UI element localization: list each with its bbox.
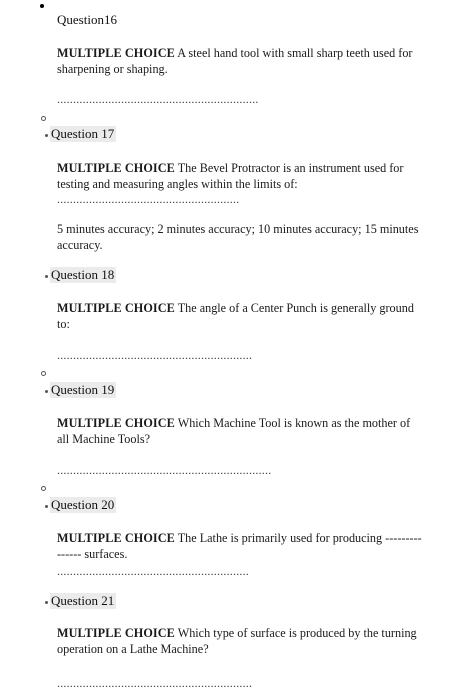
list-bullet	[45, 601, 48, 604]
question-17-text	[57, 161, 422, 192]
list-bullet	[40, 4, 44, 8]
question-20-heading: Question 20	[51, 497, 115, 512]
question-18-answer-line[interactable]: .............................................................	[57, 350, 253, 360]
question-type-label: MULTIPLE CHOICE	[57, 46, 175, 60]
question-type-label: MULTIPLE CHOICE	[57, 416, 175, 430]
question-18-text	[57, 301, 422, 332]
question-16-answer-line[interactable]: ...............................................................	[57, 94, 259, 104]
question-16-body: A steel hand tool with small sharp teeth used for sharpening or shaping.	[57, 46, 413, 76]
question-19-text	[57, 416, 422, 447]
question-21-heading: Question 21	[51, 593, 115, 608]
question-21-answer-line[interactable]: .............................................................	[57, 678, 253, 688]
question-16-text	[57, 46, 422, 77]
question-21-text	[57, 626, 422, 657]
list-bullet	[45, 505, 48, 508]
question-17-options: 5 minutes accuracy; 2 minutes accuracy; 10 minutes accuracy; 15 minutes accuracy.	[57, 222, 419, 252]
question-19-body: Which Machine Tool is known as the mother of all Machine Tools?	[57, 416, 411, 446]
empty-list-marker	[41, 486, 46, 491]
empty-list-marker	[41, 371, 46, 376]
question-19-heading: Question 19	[51, 382, 115, 397]
question-16-heading: Question16	[57, 12, 117, 27]
empty-list-marker	[41, 116, 46, 121]
list-bullet	[45, 275, 48, 278]
question-17-heading: Question 17	[51, 126, 115, 141]
question-18-body: The angle of a Center Punch is generally ground to:	[57, 301, 414, 331]
question-17-body: The Bevel Protractor is an instrument used for testing and measuring angles within the limits of:	[57, 161, 404, 191]
question-20-answer-line[interactable]: ............................................................	[57, 566, 249, 576]
question-20-text	[57, 531, 422, 562]
question-18-heading: Question 18	[51, 267, 115, 282]
question-type-label: MULTIPLE CHOICE	[57, 531, 175, 545]
question-type-label: MULTIPLE CHOICE	[57, 161, 175, 175]
question-type-label: MULTIPLE CHOICE	[57, 301, 175, 315]
question-19-answer-line[interactable]: ...................................................................	[57, 465, 272, 475]
list-bullet	[45, 390, 48, 393]
question-17-answer-line[interactable]: .........................................................	[57, 194, 240, 204]
list-bullet	[45, 134, 48, 137]
question-20-body: The Lathe is primarily used for producing --------------- surfaces.	[57, 531, 422, 561]
question-type-label: MULTIPLE CHOICE	[57, 626, 175, 640]
question-21-body: Which type of surface is produced by the turning operation on a Lathe Machine?	[57, 626, 417, 656]
